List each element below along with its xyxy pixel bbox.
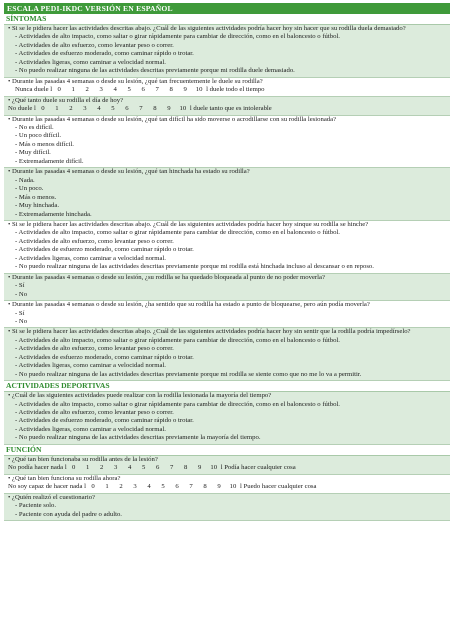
scale-number: 1: [71, 86, 75, 94]
option-text: - Actividades de alto impacto, como saltar o girar rápidamente para cambiar de dirección, como en el baloncesto o fútbol.: [15, 33, 340, 41]
option-text: - Actividades de alto esfuerzo, como levantar peso o correr.: [15, 41, 174, 49]
scale-number: 3: [99, 86, 103, 94]
scale-right-label: l duele tanto que es intolerable: [189, 105, 272, 113]
scale-number: 10: [195, 86, 203, 94]
option-text: - Actividades ligeras, como caminar a velocidad normal.: [15, 254, 166, 262]
scale-number: 7: [155, 86, 159, 94]
option-text: - Actividades de esfuerzo moderado, como caminar rápido o trotar.: [15, 246, 194, 254]
scale-number: 8: [153, 105, 157, 113]
question-text: • Si se le pidiera hacer las actividades descritas abajo. ¿Cuál de las siguientes actividades podría hacer hoy sin hacer que su rodilla duela demasiado?: [8, 25, 406, 32]
scale-number: 10: [229, 483, 237, 491]
option-text: - Actividades de alto impacto, como saltar o girar rápidamente para cambiar de dirección, como en el baloncesto o fútbol.: [15, 336, 340, 344]
option-text: - Paciente solo.: [15, 502, 57, 510]
option-text: - Extremadamente difícil.: [15, 157, 84, 165]
question-text: • Durante las pasadas 4 semanas o desde su lesión, ¿qué tan difícil ha sido moverse o acrodillarse con su rodilla lesionada?: [8, 115, 337, 123]
scale-numbers: [52, 86, 206, 93]
scale-number: 6: [141, 86, 145, 94]
option-text: - Un poco difícil.: [15, 132, 62, 140]
section-heading-funcion: FUNCIÓN: [4, 445, 450, 456]
scale-number: 5: [142, 464, 146, 472]
scale-number: 5: [111, 105, 115, 113]
option-text: - Actividades ligeras, como caminar a velocidad normal.: [15, 58, 166, 66]
questionnaire-document: [4, 3, 450, 521]
scale-right-label: l Puedo hacer cualquier cosa: [239, 483, 317, 491]
option-text: - Actividades ligeras, como caminar a velocidad normal.: [15, 362, 166, 370]
scale-number: 3: [114, 464, 118, 472]
scale-right-label: l duele todo el tiempo: [206, 86, 265, 94]
scale-number: 4: [147, 483, 151, 491]
scale-number: 3: [83, 105, 87, 113]
question-block: [4, 168, 450, 221]
scale-number: 7: [189, 483, 193, 491]
scale-number: 2: [69, 105, 73, 113]
question-text: • Durante las pasadas 4 semanas o desde su lesión, ¿qué tan frecuentemente le duele su rodilla?: [8, 77, 263, 85]
scale-right-label: l Podía hacer cualquier cosa: [220, 464, 296, 472]
question-block: [4, 97, 450, 116]
question-text: • ¿Qué tanto duele su rodilla el día de hoy?: [8, 96, 124, 104]
scale-number: 9: [198, 464, 202, 472]
scale-number: 7: [170, 464, 174, 472]
question-block: [4, 392, 450, 445]
question-block: [4, 221, 450, 274]
option-text: - Nada.: [15, 176, 35, 184]
question-block: [4, 475, 450, 494]
scale-number: 9: [167, 105, 171, 113]
scale-number: 0: [91, 483, 95, 491]
scale-number: 2: [85, 86, 89, 94]
option-text: - No: [15, 317, 28, 325]
section-heading-deportivas: ACTIVIDADES DEPORTIVAS: [4, 381, 450, 392]
option-text: - Sí: [15, 309, 25, 317]
scale-numbers: [36, 105, 190, 112]
option-text: - Actividades de alto impacto, como saltar o girar rápidamente para cambiar de dirección, como en el baloncesto o fútbol.: [15, 400, 340, 408]
scale-number: 7: [139, 105, 143, 113]
scale-left-label: No podía hacer nada l: [8, 464, 67, 472]
scale-number: 8: [169, 86, 173, 94]
document-title: ESCALA PEDI-IKDC VERSIÓN EN ESPAÑOL: [4, 3, 450, 14]
scale-number: 2: [119, 483, 123, 491]
option-text: - No es difícil.: [15, 123, 54, 131]
scale-number: 10: [210, 464, 218, 472]
question-text: • ¿Qué tan bien funciona su rodilla ahora?: [8, 474, 121, 482]
option-text: - Sí: [15, 282, 25, 290]
question-text: • Durante las pasadas 4 semanas o desde su lesión, ¿ha sentido que su rodilla ha estado a punto de bloquearse, pero aún podía moverla?: [8, 301, 370, 309]
option-text: - No puedo realizar ninguna de las actividades descritas previamente porque mi rodilla duele demasiado.: [15, 67, 295, 75]
option-text: - Actividades de alto impacto, como saltar o girar rápidamente para cambiar de dirección, como en el baloncesto o fútbol.: [15, 229, 340, 237]
option-text: - Más o menos difícil.: [15, 140, 74, 148]
option-text: - Actividades de alto esfuerzo, como levantar peso o correr.: [15, 237, 174, 245]
option-text: - No puedo realizar ninguna de las actividades descritas previamente porque mi rodilla está hinchada incluso al descansar o en reposo.: [15, 263, 374, 271]
scale-number: 8: [184, 464, 188, 472]
section-heading-sintomas: SÍNTOMAS: [4, 14, 450, 25]
rating-scale: [8, 105, 447, 113]
rating-scale: [8, 464, 447, 472]
option-text: - Actividades de esfuerzo moderado, como caminar rápido o trotar.: [15, 353, 194, 361]
option-text: - No puedo realizar ninguna de las actividades descritas previamente la mayoría del tiempo.: [15, 434, 261, 442]
scale-number: 6: [175, 483, 179, 491]
scale-number: 2: [100, 464, 104, 472]
scale-number: 3: [133, 483, 137, 491]
question-block: [4, 25, 450, 78]
question-text: • Si se le pidiera hacer las actividades descritas abajo. ¿Cuál de las siguientes actividades podría hacer hoy sin sentir que la rodilla podría impedírselo?: [8, 328, 411, 336]
option-text: - Actividades de esfuerzo moderado, como caminar rápido o trotar.: [15, 417, 194, 425]
option-text: - Muy difícil.: [15, 149, 51, 157]
scale-number: 6: [156, 464, 160, 472]
rating-scale: [8, 483, 447, 491]
question-text: • Durante las pasadas 4 semanas o desde su lesión, ¿qué tan hinchada ha estado su rodilla?: [8, 168, 250, 176]
question-text: • Si se le pidiera hacer las actividades descritas abajo. ¿Cuál de las siguientes actividades podría hacer hoy sinque su rodilla se hinche?: [8, 220, 369, 228]
scale-left-label: No duele l: [8, 105, 36, 113]
scale-number: 5: [127, 86, 131, 94]
scale-number: 5: [161, 483, 165, 491]
question-block: [4, 78, 450, 97]
scale-number: 9: [217, 483, 221, 491]
option-text: - No puedo realizar ninguna de las actividades descritas previamente porque mi rodilla se siente como que no me lo va a permitir.: [15, 370, 362, 378]
rating-scale: [8, 86, 447, 94]
scale-number: 8: [203, 483, 207, 491]
question-block: [4, 494, 450, 521]
option-text: - Más o menos.: [15, 193, 57, 201]
scale-number: 4: [128, 464, 132, 472]
option-text: - Actividades de alto esfuerzo, como levantar peso o correr.: [15, 345, 174, 353]
scale-number: 9: [183, 86, 187, 94]
option-text: - Actividades de esfuerzo moderado, como caminar rápido o trotar.: [15, 50, 194, 58]
scale-number: 0: [41, 105, 45, 113]
option-text: - Un poco.: [15, 185, 44, 193]
option-text: - Actividades de alto esfuerzo, como levantar peso o correr.: [15, 409, 174, 417]
question-block: [4, 116, 450, 169]
scale-numbers: [67, 464, 221, 471]
option-text: - Paciente con ayuda del padre o adulto.: [15, 510, 122, 518]
question-text: • ¿Cuál de las siguientes actividades puede realizar con la rodilla lesionada la mayoría del tiempo?: [8, 392, 272, 400]
question-block: [4, 301, 450, 328]
option-text: - Extremadamente hinchada.: [15, 210, 92, 218]
question-text: • ¿Qué tan bien funcionaba su rodilla antes de la lesión?: [8, 455, 158, 463]
option-text: - Muy hinchada.: [15, 202, 60, 210]
scale-number: 1: [86, 464, 90, 472]
scale-number: 1: [105, 483, 109, 491]
scale-left-label: Nunca duele l: [15, 86, 53, 94]
question-text: • Durante las pasadas 4 semanas o desde su lesión, ¿su rodilla se ha quedado bloqueada al punto de no poder moverla?: [8, 273, 325, 281]
question-block: [4, 456, 450, 475]
scale-left-label: No soy capaz de hacer nada l: [8, 483, 86, 491]
question-block: [4, 274, 450, 301]
scale-number: 0: [72, 464, 76, 472]
scale-number: 0: [57, 86, 61, 94]
scale-number: 4: [97, 105, 101, 113]
scale-number: 6: [125, 105, 129, 113]
option-text: - Actividades ligeras, como caminar a velocidad normal.: [15, 425, 166, 433]
scale-number: 10: [179, 105, 187, 113]
option-text: - No: [15, 290, 28, 298]
scale-numbers: [86, 483, 240, 490]
scale-number: 1: [55, 105, 59, 113]
question-block: [4, 328, 450, 381]
question-text: • ¿Quién realizó el cuestionario?: [8, 493, 96, 501]
scale-number: 4: [113, 86, 117, 94]
